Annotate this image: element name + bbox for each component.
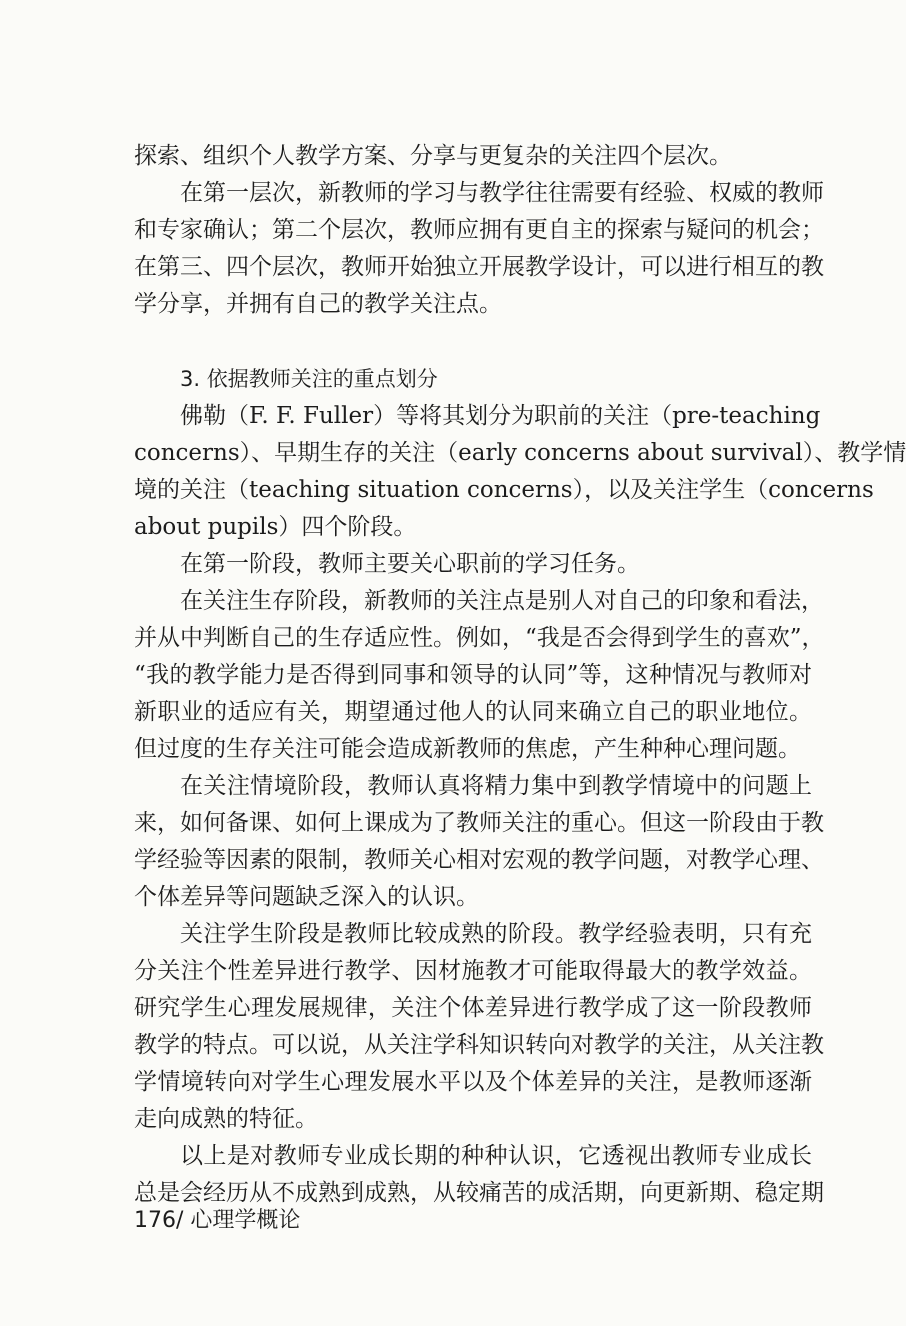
text-line: 探索、组织个人教学方案、分享与更复杂的关注四个层次。: [134, 143, 732, 169]
section-gap: [134, 323, 812, 361]
text-line: 走向成熟的特征。: [134, 1106, 318, 1132]
section-heading: 3. 依据教师关注的重点划分: [180, 367, 438, 391]
text-line: concerns）、早期生存的关注（early concerns about survival）、教学情: [134, 440, 906, 466]
text-line: 佛勒（F. F. Fuller）等将其划分为职前的关注（pre-teaching: [180, 403, 821, 429]
text-line: 以上是对教师专业成长期的种种认识，它透视出教师专业成长: [180, 1143, 812, 1169]
text-line: 境的关注（teaching situation concerns），以及关注学生（concerns: [134, 477, 874, 503]
text-line: 学经验等因素的限制，教师关心相对宏观的教学问题，对教学心理、: [134, 847, 824, 873]
text-line: 在第三、四个层次，教师开始独立开展教学设计，可以进行相互的教: [134, 254, 824, 280]
page-body: [134, 138, 906, 1212]
text-line: 并从中判断自己的生存适应性。例如，“我是否会得到学生的喜欢”，: [134, 625, 825, 651]
page-footer: 176/ 心理学概论: [134, 1208, 301, 1233]
text-line: 在第一层次，新教师的学习与教学往往需要有经验、权威的教师: [180, 180, 824, 206]
text-line: “我的教学能力是否得到同事和领导的认同”等，这种情况与教师对: [134, 662, 812, 688]
text-line: 在第一阶段，教师主要关心职前的学习任务。: [180, 551, 640, 577]
text-line: 研究学生心理发展规律，关注个体差异进行教学成了这一阶段教师: [134, 995, 812, 1021]
text-line: 在关注情境阶段，教师认真将精力集中到教学情境中的问题上: [180, 773, 812, 799]
text-line: 新职业的适应有关，期望通过他人的认同来确立自己的职业地位。: [134, 699, 812, 725]
text-line: 分关注个性差异进行教学、因材施教才可能取得最大的教学效益。: [134, 958, 812, 984]
text-line: 教学的特点。可以说，从关注学科知识转向对教学的关注，从关注教: [134, 1032, 824, 1058]
text-line: 总是会经历从不成熟到成熟，从较痛苦的成活期，向更新期、稳定期: [134, 1180, 824, 1206]
text-line: 在关注生存阶段，新教师的关注点是别人对自己的印象和看法，: [180, 588, 824, 614]
text-line: 和专家确认；第二个层次，教师应拥有更自主的探索与疑问的机会；: [134, 217, 824, 243]
text-line: 关注学生阶段是教师比较成熟的阶段。教学经验表明，只有充: [180, 921, 812, 947]
text-line: 学情境转向对学生心理发展水平以及个体差异的关注，是教师逐渐: [134, 1069, 812, 1095]
text-line: about pupils）四个阶段。: [134, 514, 417, 540]
text-line: 个体差异等问题缺乏深入的认识。: [134, 884, 479, 910]
text-line: 来，如何备课、如何上课成为了教师关注的重心。但这一阶段由于教: [134, 810, 824, 836]
text-line: 学分享，并拥有自己的教学关注点。: [134, 291, 502, 317]
text-line: 但过度的生存关注可能会造成新教师的焦虑，产生种种心理问题。: [134, 736, 801, 762]
